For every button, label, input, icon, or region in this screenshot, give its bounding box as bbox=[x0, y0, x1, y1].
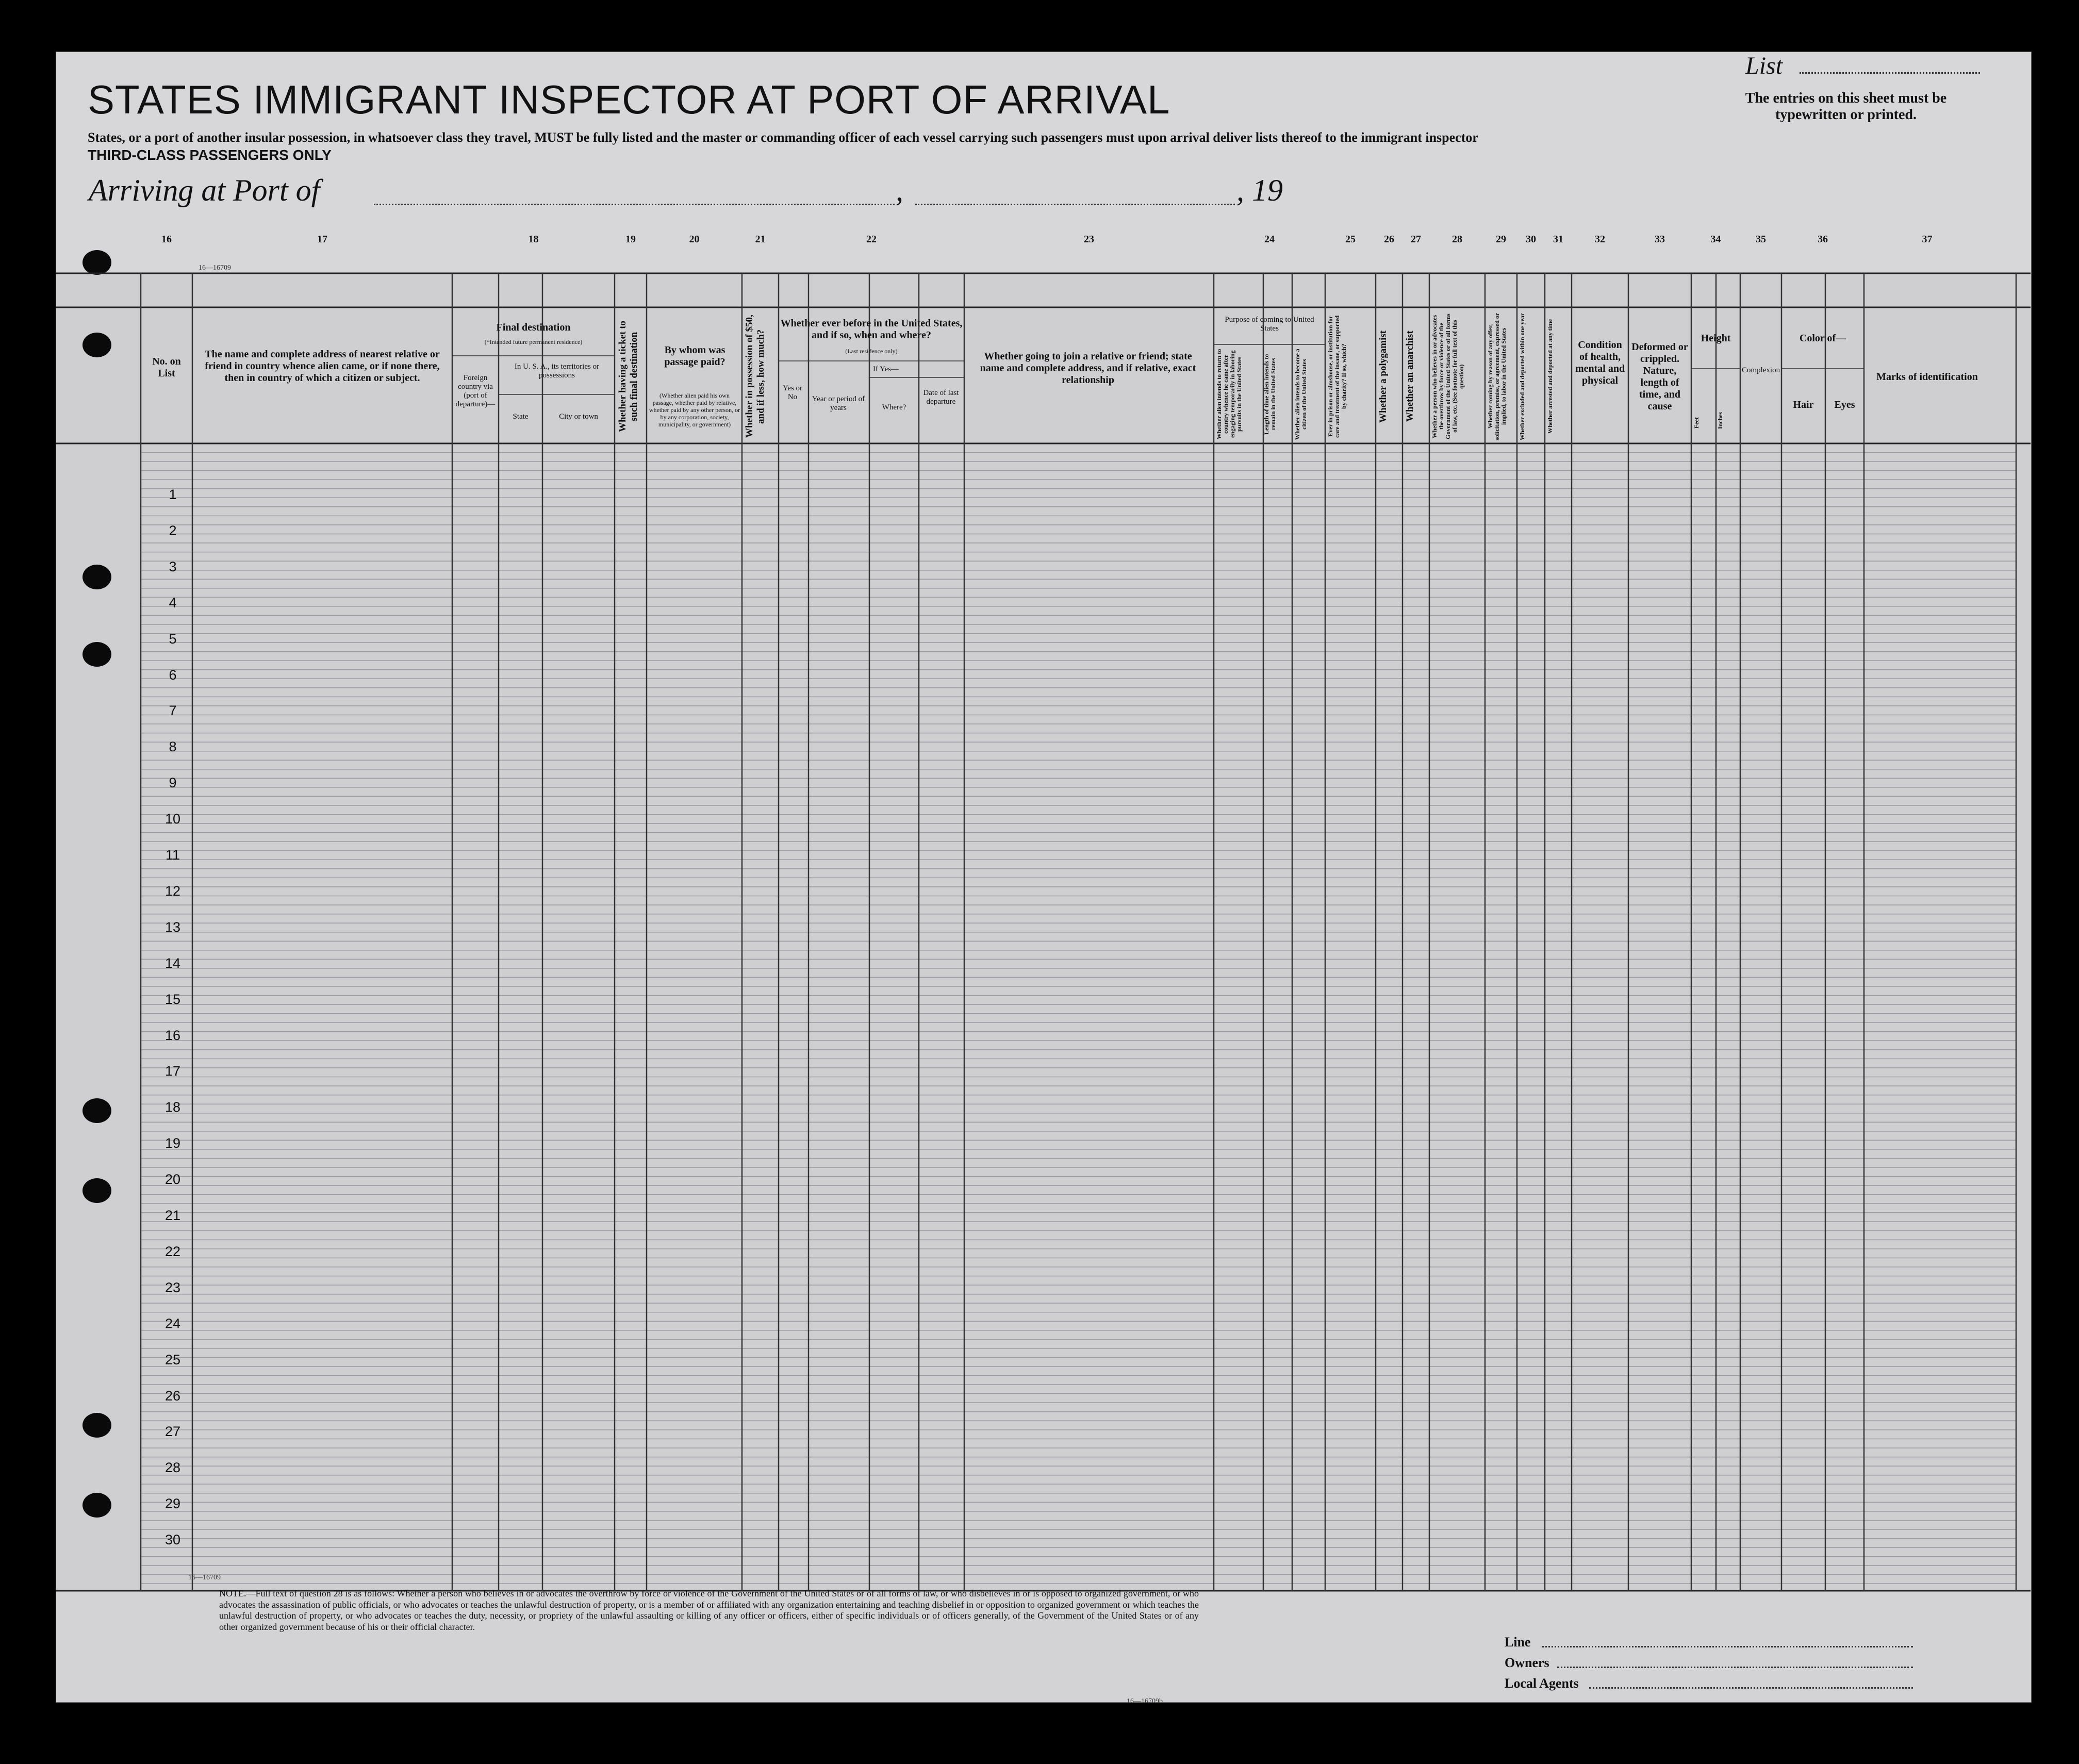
year-prefix: , 19 bbox=[1236, 173, 1283, 207]
comma-separator: , bbox=[896, 173, 903, 207]
row-number: 10 bbox=[164, 811, 181, 827]
row-number: 21 bbox=[164, 1208, 181, 1223]
header-intends-return: Whether alien intends to return to country whence he came after engaging temporarily in laboring pursuits in the United States bbox=[1215, 349, 1243, 440]
row-number: 8 bbox=[169, 739, 177, 755]
row-number: 25 bbox=[164, 1351, 181, 1367]
column-number: 19 bbox=[625, 234, 636, 245]
arriving-port-label: Arriving at Port of bbox=[89, 173, 320, 207]
header-intends-citizen: Whether alien intends to become a citizen of the United States bbox=[1294, 349, 1308, 440]
header-foreign-country: Foreign country via (port of departure)— bbox=[455, 374, 496, 408]
footnote-question-28: NOTE.—Full text of question 28 is as follows: Whether a person who believes in or advocates the overthrow by force or violence of the Government of the United States or of all forms of law, or who disbelieves in or is opposed to organized government, or who advocates the assassination of public officials, or who advocates or teaches the unlawful destruction of property, or is a member of or affiliated with any organization entertaining and teaching disbelief in or opposition to organized government or which teaches the unlawful destruction of property, or who advocates or teaches the duty, necessity, or propriety of the unlawful assaulting or killing of any officer or officers, either of specific individuals or of officers generally, of the Government of the United States or of any other organized government because of his or their official character. bbox=[219, 1588, 1199, 1632]
header-yes-or-no: Yes or No bbox=[782, 384, 803, 401]
row-number: 2 bbox=[169, 522, 177, 538]
column-number: 29 bbox=[1496, 234, 1506, 245]
row-number: 14 bbox=[164, 955, 181, 971]
column-number: 23 bbox=[1084, 234, 1094, 245]
column-number: 34 bbox=[1710, 234, 1721, 245]
header-date-last-departure: Date of last departure bbox=[923, 389, 959, 406]
column-number: 22 bbox=[866, 234, 877, 245]
row-number: 13 bbox=[164, 919, 181, 935]
passenger-class-label: THIRD-CLASS PASSENGERS ONLY bbox=[88, 147, 332, 163]
typewriter-note: The entries on this sheet must be typewritten or printed. bbox=[1745, 90, 1947, 123]
header-ticket: Whether having a ticket to such final destination bbox=[617, 320, 639, 433]
column-number: 36 bbox=[1818, 234, 1828, 245]
header-possession-50: Whether in possession of $50, and if less, how much? bbox=[744, 315, 766, 438]
footer-agents-field[interactable] bbox=[1589, 1687, 1913, 1689]
footer-agents-label: Local Agents bbox=[1505, 1676, 1579, 1691]
column-number: 21 bbox=[755, 234, 766, 245]
row-number: 15 bbox=[164, 991, 181, 1007]
header-no-on-list: No. on List bbox=[152, 356, 181, 379]
row-number: 22 bbox=[164, 1243, 181, 1259]
column-number: 17 bbox=[317, 234, 327, 245]
column-number: 35 bbox=[1756, 234, 1766, 245]
column-number: 24 bbox=[1264, 234, 1275, 245]
row-number: 3 bbox=[169, 558, 177, 574]
row-number: 17 bbox=[164, 1063, 181, 1079]
footer-line-field[interactable] bbox=[1542, 1646, 1913, 1647]
header-eyes: Eyes bbox=[1834, 399, 1855, 410]
row-number: 5 bbox=[169, 631, 177, 647]
header-excluded-deported: Whether excluded and deported within one year bbox=[1519, 312, 1526, 440]
column-number: 28 bbox=[1452, 234, 1462, 245]
list-label: List bbox=[1745, 52, 1783, 79]
row-number: 1 bbox=[169, 487, 177, 502]
page-title: STATES IMMIGRANT INSPECTOR AT PORT OF ARRIVAL bbox=[88, 77, 1170, 122]
footer-line-label: Line bbox=[1505, 1635, 1531, 1650]
header-length-of-stay: Length of time alien intends to remain in the United States bbox=[1263, 354, 1277, 435]
column-number: 25 bbox=[1345, 234, 1356, 245]
header-year-or-period: Year or period of years bbox=[812, 395, 865, 412]
row-number: 30 bbox=[164, 1532, 181, 1548]
row-number: 9 bbox=[169, 775, 177, 791]
header-arrested-deported: Whether arrested and deported at any time bbox=[1546, 319, 1554, 434]
footer-owners-label: Owners bbox=[1505, 1655, 1549, 1670]
header-ever-before-in-us: Whether ever before in the United States, and if so, when and where? bbox=[780, 318, 963, 341]
row-number: 18 bbox=[164, 1099, 181, 1115]
row-number: 27 bbox=[164, 1424, 181, 1440]
header-if-yes: If Yes— bbox=[872, 365, 899, 373]
row-number: 12 bbox=[164, 883, 181, 899]
header-condition-health: Condition of health, mental and physical bbox=[1575, 339, 1625, 386]
header-final-destination: Final destination bbox=[496, 322, 571, 333]
header-passage-paid: By whom was passage paid? bbox=[664, 344, 725, 368]
header-feet: Feet bbox=[1693, 417, 1700, 428]
column-number: 20 bbox=[689, 234, 700, 245]
row-number: 19 bbox=[164, 1135, 181, 1151]
row-number: 28 bbox=[164, 1460, 181, 1476]
header-deformed: Deformed or crippled. Nature, length of time, and cause bbox=[1631, 341, 1688, 412]
header-nearest-relative: The name and complete address of nearest relative or friend in country whence alien came, or if none there, then in country of which a citizen or subject. bbox=[205, 349, 440, 384]
row-number: 6 bbox=[169, 667, 177, 683]
header-color-of: Color of— bbox=[1799, 333, 1846, 344]
header-last-residence: (Last residence only) bbox=[845, 348, 898, 355]
header-polygamist: Whether a polygamist bbox=[1378, 330, 1389, 423]
column-number: 37 bbox=[1922, 234, 1933, 245]
instructions-text: States, or a port of another insular possession, in whatsoever class they travel, MUST be fully listed and the master or commanding officer of each vessel carrying such passengers must upon arrival deliver lists thereof to the immigrant inspector bbox=[88, 130, 1478, 145]
header-inches: Inches bbox=[1717, 411, 1724, 429]
header-question-28: Whether a person who believes in or advocates the overthrow by force or violence of the Government of the United States or of all forms of law, etc. (See footnote for full text of this question) bbox=[1431, 314, 1465, 439]
header-in-usa: In U. S. A., its territories or possessions bbox=[514, 362, 600, 380]
header-anarchist: Whether an anarchist bbox=[1405, 331, 1415, 422]
column-number: 30 bbox=[1526, 234, 1536, 245]
header-marks-identification: Marks of identification bbox=[1876, 371, 1978, 383]
header-going-to-join: Whether going to join a relative or friend; state name and complete address, and if relative, exact relationship bbox=[980, 351, 1196, 386]
footer-owners-field[interactable] bbox=[1557, 1667, 1913, 1668]
header-prison-almshouse: Ever in prison or almshouse, or institution for care and treatment of the insane, or supported by charity? If so, which? bbox=[1327, 315, 1347, 438]
row-number: 11 bbox=[165, 847, 180, 863]
row-number: 7 bbox=[169, 703, 177, 719]
column-number: 27 bbox=[1411, 234, 1421, 245]
header-offer-to-labor: Whether coming by reason of any offer, solicitation, promise, or agreement, expressed or implied, to labor in the United States bbox=[1487, 312, 1507, 440]
row-number: 23 bbox=[164, 1279, 181, 1295]
header-passage-paid-sub: (Whether alien paid his own passage, whether paid by relative, whether paid by any other person, or by any corporation, society, municipality, or government) bbox=[649, 392, 740, 428]
form-code-bottom-left: 16—16709 bbox=[188, 1574, 221, 1581]
row-number: 29 bbox=[164, 1496, 181, 1512]
column-number: 31 bbox=[1553, 234, 1563, 245]
header-height: Height bbox=[1701, 333, 1731, 344]
form-code-top: 16—16709 bbox=[199, 264, 231, 272]
header-purpose: Purpose of coming to United States bbox=[1225, 316, 1314, 333]
column-number: 33 bbox=[1655, 234, 1665, 245]
header-hair: Hair bbox=[1793, 399, 1814, 410]
column-number: 16 bbox=[161, 234, 172, 245]
column-number: 32 bbox=[1595, 234, 1605, 245]
row-number: 20 bbox=[164, 1172, 181, 1188]
header-final-destination-sub: (*Intended future permanent residence) bbox=[484, 338, 583, 345]
form-code-note: 16—16709b bbox=[1127, 1697, 1163, 1705]
column-number: 26 bbox=[1384, 234, 1394, 245]
row-number: 16 bbox=[164, 1027, 181, 1043]
header-complexion: Complexion bbox=[1741, 366, 1780, 374]
header-where: Where? bbox=[882, 403, 906, 411]
row-number: 26 bbox=[164, 1388, 181, 1404]
column-number: 18 bbox=[528, 234, 539, 245]
header-city-or-town: City or town bbox=[559, 413, 598, 421]
header-state: State bbox=[513, 413, 529, 421]
row-number: 4 bbox=[169, 595, 177, 611]
row-number: 24 bbox=[164, 1315, 181, 1331]
